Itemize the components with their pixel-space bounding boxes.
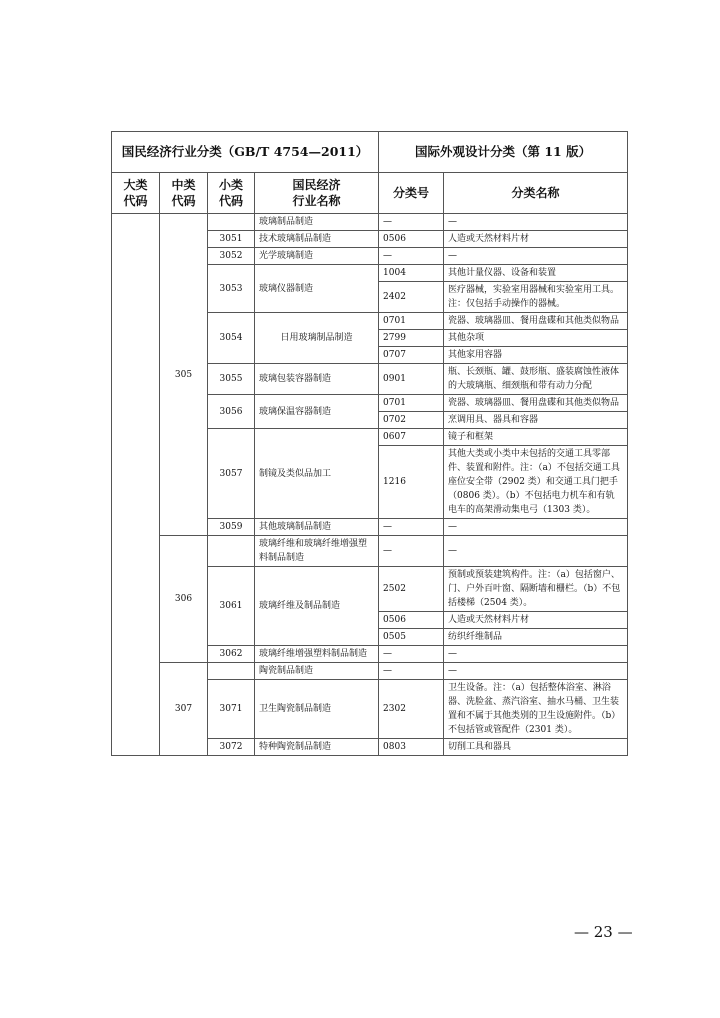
class-name-cell: 其他大类或小类中未包括的交通工具零部件、装置和附件。注：（a）不包括交通工具座位安全带（2902 类）和交通工具门把手（0806 类）。（b）不包括电力机车和有轨电车的高架滑动集电弓（1303 类）。 — [444, 446, 628, 519]
col-header-class-number: 分类号 — [379, 173, 444, 214]
class-name-cell: 卫生设备。注：（a）包括整体浴室、淋浴器、洗脸盆、蒸汽浴室、抽水马桶、卫生装置和不属于其他类别的卫生设施附件。（b）不包括管或管配件（2301 类）。 — [444, 680, 628, 739]
industry-name-cell: 卫生陶瓷制品制造 — [255, 680, 379, 739]
minor-code-cell — [208, 536, 255, 567]
class-number-cell: 0702 — [379, 412, 444, 429]
industry-name-cell: 玻璃包装容器制造 — [255, 364, 379, 395]
minor-code-cell: 3072 — [208, 739, 255, 756]
class-name-cell: 瓷器、玻璃器皿、餐用盘碟和其他类似物品 — [444, 395, 628, 412]
col-header-mid-code: 中类 代码 — [160, 173, 208, 214]
class-name-cell: 其他杂项 — [444, 330, 628, 347]
class-name-cell: — — [444, 536, 628, 567]
minor-code-cell: 3062 — [208, 646, 255, 663]
minor-code-cell: 3056 — [208, 395, 255, 429]
class-number-cell: 0506 — [379, 231, 444, 248]
class-number-cell: — — [379, 214, 444, 231]
class-number-cell: 0901 — [379, 364, 444, 395]
class-number-cell: 0701 — [379, 395, 444, 412]
minor-code-cell — [208, 214, 255, 231]
table-row — [112, 214, 628, 231]
class-number-cell: — — [379, 536, 444, 567]
classification-table — [111, 131, 628, 756]
industry-name-cell: 其他玻璃制品制造 — [255, 519, 379, 536]
class-number-cell: 1004 — [379, 265, 444, 282]
class-name-cell: 烹调用具、器具和容器 — [444, 412, 628, 429]
class-number-cell: 2502 — [379, 567, 444, 612]
class-name-cell: 人造或天然材料片材 — [444, 612, 628, 629]
industry-name-cell: 日用玻璃制品制造 — [255, 313, 379, 364]
class-number-cell: — — [379, 646, 444, 663]
page-number: — 23 — — [574, 923, 633, 941]
industry-name-cell: 特种陶瓷制品制造 — [255, 739, 379, 756]
industry-name-cell: 玻璃纤维和玻璃纤维增强塑料制品制造 — [255, 536, 379, 567]
col-header-industry-name: 国民经济 行业名称 — [255, 173, 379, 214]
minor-code-cell: 3059 — [208, 519, 255, 536]
mid-code-cell: 305 — [160, 214, 208, 536]
minor-code-cell: 3052 — [208, 248, 255, 265]
class-number-cell: 2402 — [379, 282, 444, 313]
industry-name-cell: 玻璃仪器制造 — [255, 265, 379, 313]
class-name-cell: 切削工具和器具 — [444, 739, 628, 756]
class-number-cell: 0506 — [379, 612, 444, 629]
class-number-cell: 0607 — [379, 429, 444, 446]
minor-code-cell: 3061 — [208, 567, 255, 646]
right-table-title: 国际外观设计分类（第 11 版） — [379, 132, 628, 173]
minor-code-cell — [208, 663, 255, 680]
left-table-title: 国民经济行业分类（GB/T 4754—2011） — [112, 132, 379, 173]
class-number-cell: 0803 — [379, 739, 444, 756]
column-header-row — [112, 173, 628, 214]
class-name-cell: 镜子和框架 — [444, 429, 628, 446]
class-name-cell: 瓷器、玻璃器皿、餐用盘碟和其他类似物品 — [444, 313, 628, 330]
industry-name-cell: 光学玻璃制造 — [255, 248, 379, 265]
minor-code-cell: 3053 — [208, 265, 255, 313]
mid-code-cell: 306 — [160, 536, 208, 663]
class-name-cell: 纺织纤维制品 — [444, 629, 628, 646]
class-name-cell: — — [444, 214, 628, 231]
major-code-cell — [112, 214, 160, 756]
industry-name-cell: 制镜及类似品加工 — [255, 429, 379, 519]
industry-name-cell: 技术玻璃制品制造 — [255, 231, 379, 248]
mid-code-cell: 307 — [160, 663, 208, 756]
class-number-cell: 0701 — [379, 313, 444, 330]
class-number-cell: 1216 — [379, 446, 444, 519]
class-name-cell: 人造或天然材料片材 — [444, 231, 628, 248]
industry-name-cell: 玻璃制品制造 — [255, 214, 379, 231]
class-name-cell: — — [444, 663, 628, 680]
class-name-cell: — — [444, 248, 628, 265]
class-number-cell: — — [379, 663, 444, 680]
class-name-cell: 其他家用容器 — [444, 347, 628, 364]
class-number-cell: 2302 — [379, 680, 444, 739]
minor-code-cell: 3054 — [208, 313, 255, 364]
class-name-cell: — — [444, 519, 628, 536]
minor-code-cell: 3071 — [208, 680, 255, 739]
class-name-cell: 其他计量仪器、设备和装置 — [444, 265, 628, 282]
industry-name-cell: 玻璃纤维增强塑料制品制造 — [255, 646, 379, 663]
class-name-cell: 预制或预装建筑构件。注：（a）包括窗户、门、户外百叶窗、隔断墙和栅栏。（b）不包括楼梯（2504 类）。 — [444, 567, 628, 612]
industry-name-cell: 陶瓷制品制造 — [255, 663, 379, 680]
minor-code-cell: 3055 — [208, 364, 255, 395]
class-number-cell: — — [379, 519, 444, 536]
class-name-cell: 瓶、长颈瓶、罐、鼓形瓶、盛装腐蚀性液体的大玻璃瓶、细颈瓶和带有动力分配 — [444, 364, 628, 395]
minor-code-cell: 3051 — [208, 231, 255, 248]
industry-name-cell: 玻璃保温容器制造 — [255, 395, 379, 429]
table-row — [112, 536, 628, 567]
class-number-cell: — — [379, 248, 444, 265]
minor-code-cell: 3057 — [208, 429, 255, 519]
class-number-cell: 2799 — [379, 330, 444, 347]
table-title-row — [112, 132, 628, 173]
class-number-cell: 0707 — [379, 347, 444, 364]
class-number-cell: 0505 — [379, 629, 444, 646]
class-name-cell: — — [444, 646, 628, 663]
class-name-cell: 医疗器械，实验室用器械和实验室用工具。注：仅包括手动操作的器械。 — [444, 282, 628, 313]
col-header-major-code: 大类 代码 — [112, 173, 160, 214]
col-header-minor-code: 小类 代码 — [208, 173, 255, 214]
table-row — [112, 663, 628, 680]
col-header-class-name: 分类名称 — [444, 173, 628, 214]
industry-name-cell: 玻璃纤维及制品制造 — [255, 567, 379, 646]
